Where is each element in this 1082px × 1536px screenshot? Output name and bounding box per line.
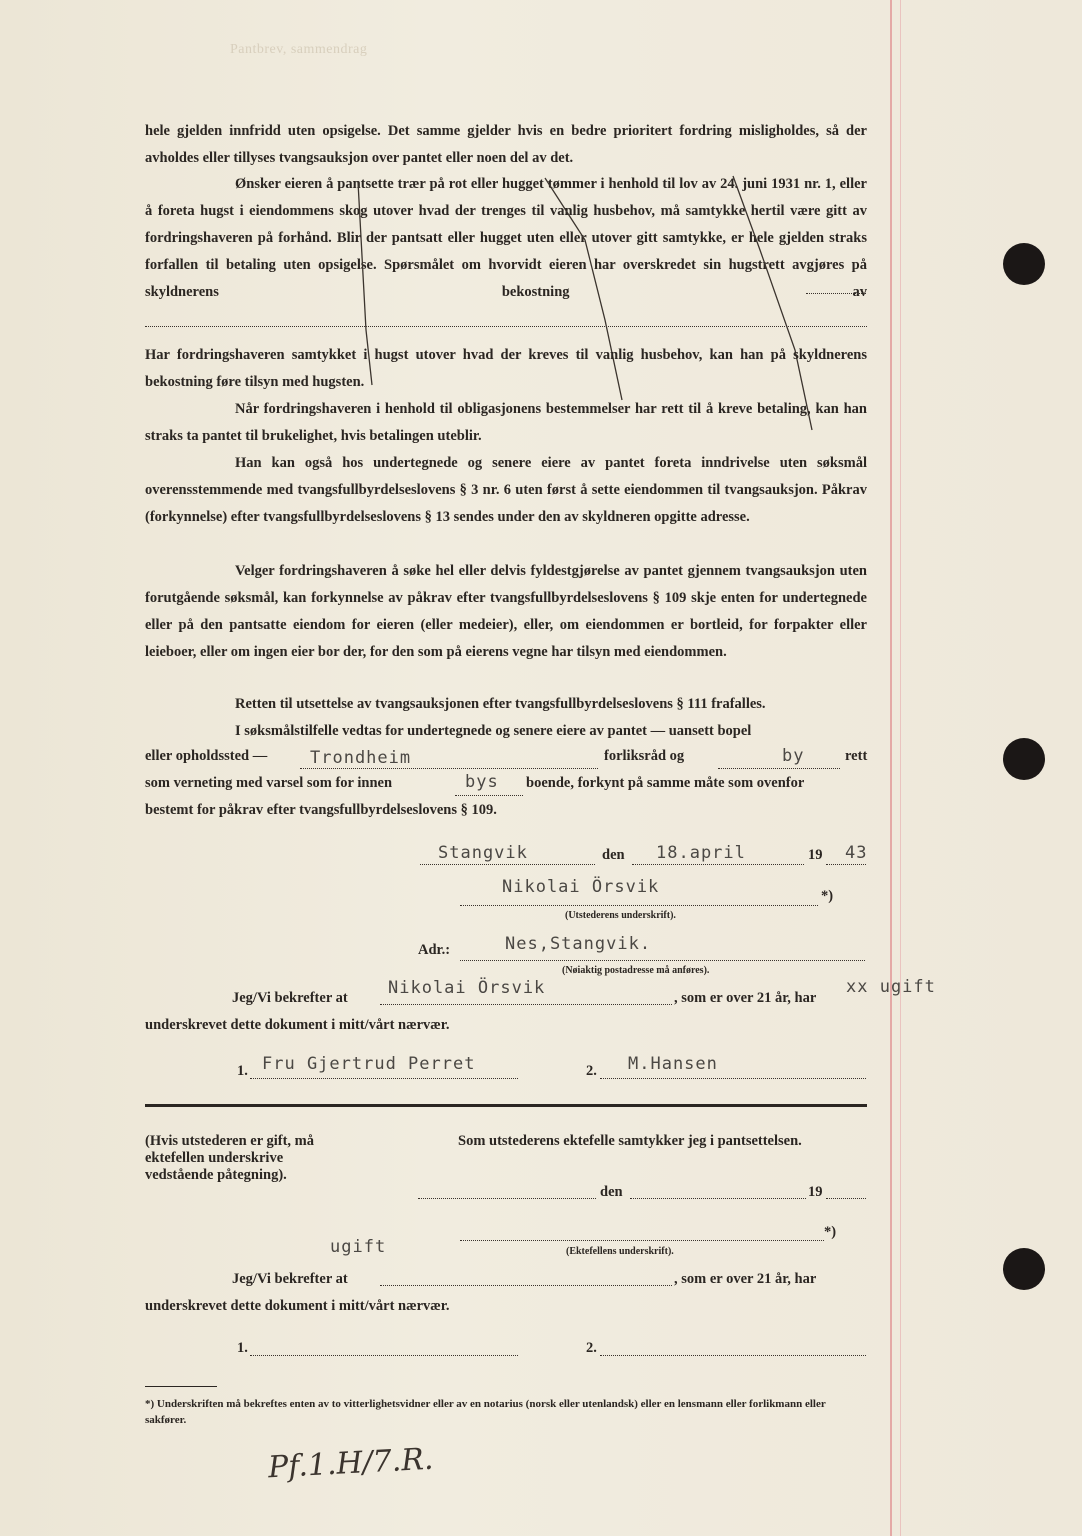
date-fill: 18.april — [656, 843, 746, 863]
footnote-marker: *) — [821, 888, 834, 904]
witness-2-signature: M.Hansen — [628, 1054, 718, 1074]
signature-line — [250, 1355, 518, 1356]
spouse-sig-caption: (Ektefellens underskrift). — [566, 1246, 674, 1257]
blank-line — [455, 795, 523, 796]
confirm-post-label: , som er over 21 år, har — [674, 990, 817, 1006]
address-label: Adr.: — [418, 942, 451, 958]
signature-line — [460, 1240, 824, 1241]
place-fill: Stangvik — [438, 843, 528, 863]
blank-line — [420, 864, 595, 865]
address-line — [460, 960, 865, 961]
paragraph-tilsyn: Har fordringshaveren samtykket i hugst utover hvad der kreves til vanlig husbehov, kan han på skyldnerens bekostning føre tilsyn med hugsten. — [145, 347, 867, 390]
paragraph-brukelighet: Når fordringshaveren i henhold til obligasjonens bestemmelser har rett til å kreve betaling, kan han straks ta pantet til brukelighet, hvis betalingen uteblir. — [145, 401, 867, 444]
confirm-post-label-2: , som er over 21 år, har — [674, 1271, 817, 1287]
handwritten-reference: Pf.1.H/7.R. — [267, 1441, 435, 1486]
paragraph-verneting: I søksmålstilfelle vedtas for undertegnede og senere eiere av pantet — uansett bopel — [235, 723, 752, 739]
blank-line — [826, 864, 866, 865]
blank-line — [826, 1198, 866, 1199]
spouse-witness-1-number: 1. — [237, 1340, 248, 1356]
rett-label: rett — [845, 748, 868, 764]
venue-city-fill: Trondheim — [310, 748, 412, 768]
spouse-note-fill: ugift — [330, 1237, 387, 1257]
den-label: den — [602, 847, 625, 863]
confirm-label: Jeg/Vi bekrefter at — [232, 990, 348, 1006]
faded-header: Pantbrev, sammendrag — [230, 42, 368, 57]
blank-line — [380, 1285, 672, 1286]
section-divider — [145, 1104, 867, 1107]
confirm-label-2: Jeg/Vi bekrefter at — [232, 1271, 348, 1287]
witness-subject-fill: Nikolai Örsvik — [388, 978, 546, 998]
year-prefix-label: 19 — [808, 847, 823, 863]
verneting-line3-post: boende, forkynt på samme måte som ovenfor — [526, 775, 805, 791]
blank-line — [380, 1004, 672, 1005]
spouse-year-label: 19 — [808, 1184, 823, 1200]
signature-line — [600, 1078, 866, 1079]
spouse-consent: Som utstederens ektefelle samtykker jeg i pantsettelsen. — [458, 1133, 802, 1149]
blank-line — [718, 768, 840, 769]
verneting-label: eller opholdssted — — [145, 748, 268, 764]
confirm-line2-2: underskrevet dette dokument i mitt/vårt nærvær. — [145, 1298, 450, 1314]
spouse-witness-2-number: 2. — [586, 1340, 597, 1356]
witness-1-signature: Fru Gjertrud Perret — [262, 1054, 476, 1074]
paragraph-hugst: Ønsker eieren å pantsette trær på rot eller hugget tømmer i henhold til lov av 24. juni 1931 nr. 1, eller å foreta hugst i eiendommens skog utover hvad der trenges til vanlig husbehov, må samtykke hertil være gitt av fordringshaveren på forhånd. Blir der pantsatt eller hugget uten eller utover gitt samtykke, er hele gjelden straks forfallen til betaling uten opsigelse. Spørsmålet om hvorvidt eieren har overskredet sin hugstrett avgjøres på skyldnerens bekostning av — [145, 176, 867, 300]
blank-line — [632, 864, 804, 865]
footnote-rule — [145, 1386, 217, 1387]
witness-1-number: 1. — [237, 1063, 248, 1079]
marital-note: xx ugift — [846, 977, 936, 997]
blank-line — [418, 1198, 596, 1199]
blank-line — [300, 768, 598, 769]
forliksrad-label: forliksråd og — [604, 748, 685, 764]
confirm-line2: underskrevet dette dokument i mitt/vårt nærvær. — [145, 1017, 450, 1033]
signature-line — [460, 905, 818, 906]
blank-line — [630, 1198, 806, 1199]
paragraph-inndrivelse: Han kan også hos undertegnede og senere eiere av pantet foreta inndrivelse uten søksmål overensstemmende med tvangsfullbyrdelseslovens § 3 nr. 6 uten først å sette eiendommen til tvangsauksjon. Påkrav (forkynnelse) efter tvangsfullbyrdelseslovens § 13 sendes under den av skyldneren opgitte adresse. — [145, 455, 867, 525]
spouse-note: (Hvis utstederen er gift, må ektefellen underskrive vedstående påtegning). — [145, 1133, 315, 1183]
signature-line — [600, 1355, 866, 1356]
issuer-signature: Nikolai Örsvik — [502, 877, 660, 897]
footnote: *) Underskriften må bekreftes enten av to vitterlighetsvidner eller av en notarius (norsk eller utenlandsk) eller en lensmann eller forlikmann eller sakfører. — [145, 1398, 826, 1426]
verneting-line4: bestemt for påkrav efter tvangsfullbyrdelseslovens § 109. — [145, 802, 497, 818]
witness-2-number: 2. — [586, 1063, 597, 1079]
spouse-footnote-marker: *) — [824, 1224, 837, 1240]
verneting-line3-label: som verneting med varsel som for innen — [145, 775, 393, 791]
spouse-den-label: den — [600, 1184, 623, 1200]
issuer-sig-caption: (Utstederens underskrift). — [565, 910, 676, 921]
venue-residence-fill: bys — [465, 772, 499, 792]
year-fill: 43 — [845, 843, 868, 863]
address-caption: (Nøiaktig postadresse må anføres). — [562, 965, 710, 976]
address-fill: Nes,Stangvik. — [505, 934, 652, 954]
paragraph-tvangsauksjon: Velger fordringshaveren å søke hel eller delvis fyldestgjørelse av pantet gjennem tvangsauksjon uten forutgående søksmål, kan forkynnelse av påkrav efter tvangsfullbyrdelseslovens § 109 skje enten for undertegnede eller på den pantsatte eiendom for eieren (eller medeier), eller, om eiendommen er bortleid, for forpakter eller leieboer, eller om ingen eier bor der, for den som på eierens vegne har tilsyn med eiendommen. — [145, 563, 867, 660]
venue-court-fill: by — [782, 746, 805, 766]
paragraph-utsettelse: Retten til utsettelse av tvangsauksjonen efter tvangsfullbyrdelseslovens § 111 frafalles. — [235, 696, 766, 712]
signature-line — [250, 1078, 518, 1079]
paragraph-gjeld: hele gjelden innfridd uten opsigelse. Det samme gjelder hvis en bedre prioritert fordring misligholdes, så der avholdes eller tillyses tvangsauksjon over pantet eller noen del av det. — [145, 123, 867, 166]
